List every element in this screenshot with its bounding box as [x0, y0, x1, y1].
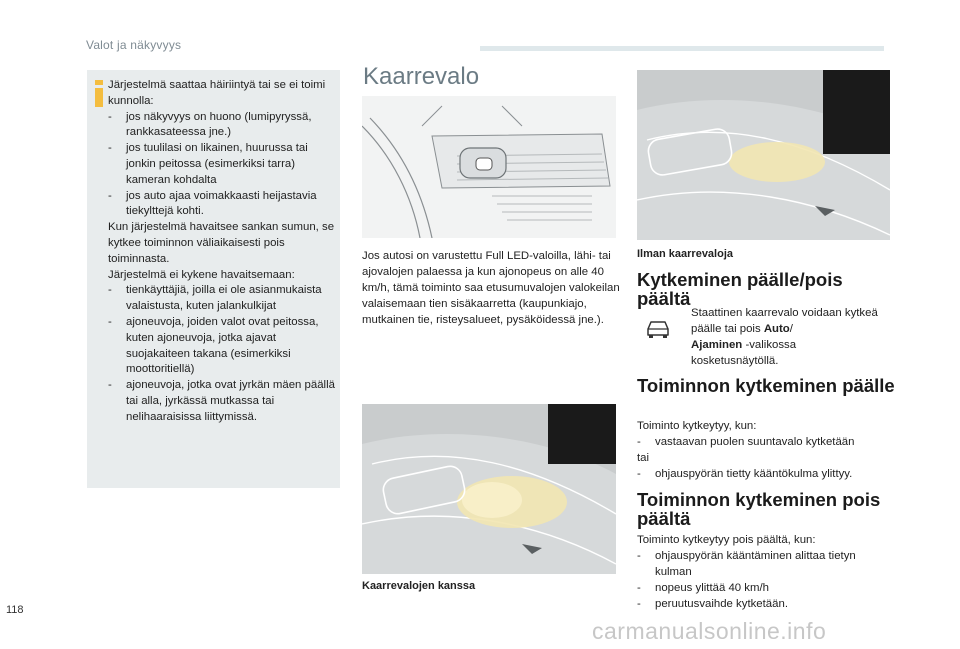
list-item: - tienkäyttäjiä, joilla ei ole asianmukaista valaistusta, kuten jalankulkijat	[108, 284, 322, 313]
headlamp-inset	[548, 404, 616, 464]
caption-without: Ilman kaarrevaloja	[637, 248, 734, 260]
header-rule	[480, 46, 884, 51]
list-item: - jos näkyvyys on huono (lumipyryssä, rankkasateessa jne.)	[108, 110, 312, 139]
with-cornering-lights-illustration	[362, 404, 616, 574]
intro-paragraph: Jos autosi on varustettu Full LED-valoilla, lähi- tai ajovalojen palaessa ja kun ajonopeus on alle 40 km/h, tämä toiminto saa etusumuvalojen valokeilan valaisemaan tien sisäkaarretta (kaupunkiajo, mutkainen tie, risteysalueet, pysäköidessä jne.).	[362, 250, 620, 326]
activation-block: Toiminto kytkeytyy, kun: - vastaavan puolen suuntavalo kytketään tai - ohjauspyörän tietty kääntökulma ylittyy.	[637, 418, 887, 482]
list-item: - vastaavan puolen suuntavalo kytketään	[637, 436, 855, 448]
heading-activation: Toiminnon kytkeminen päälle	[637, 375, 895, 396]
heading-deactivation: Toiminnon kytkeminen pois päältä	[637, 489, 881, 529]
note-intro: Järjestelmä saattaa häiriintyä tai se ei toimi kunnolla:	[108, 79, 326, 107]
page-title: Kaarrevalo	[363, 63, 480, 90]
list-item: - peruutusvaihde kytketään.	[637, 598, 788, 610]
info-icon	[93, 80, 105, 107]
watermark: carmanualsonline.info	[592, 618, 827, 644]
page-number: 118	[6, 604, 24, 616]
note-intro2: Järjestelmä ei kykene havaitsemaan:	[108, 268, 295, 281]
list-item: - ohjauspyörän tietty kääntökulma ylittyy.	[637, 468, 853, 480]
heading-switch-on-off: Kytkeminen päälle/pois päältä	[637, 269, 843, 309]
info-note-text	[108, 78, 338, 426]
headlamp-inset	[823, 70, 890, 154]
list-item: - jos auto ajaa voimakkaasti heijastavia tiekylttejä kohti.	[108, 189, 317, 218]
list-item: - ohjauspyörän kääntäminen alittaa tietyn kulman	[637, 550, 856, 578]
running-header: Valot ja näkyvyys	[86, 38, 182, 52]
info-note-box	[87, 70, 340, 488]
list-item: - nopeus ylittää 40 km/h	[637, 582, 769, 594]
list-item: - ajoneuvoja, joiden valot ovat peitossa, kuten ajoneuvoja, jotka ajavat suojakaiteen takana (esimerkiksi moottoritiellä)	[108, 315, 319, 376]
list-item: - ajoneuvoja, jotka ovat jyrkän mäen päällä tai alla, jyrkässä mutkassa tai nelihaaraisissa liittymissä.	[108, 379, 335, 423]
switch-paragraph: Staattinen kaarrevalo voidaan kytkeä päälle tai pois Auto/ Ajaminen -valikossa kosketusnäytöllä.	[691, 307, 878, 367]
car-menu-icon	[645, 314, 671, 340]
note-mid: Kun järjestelmä havaitsee sankan sumun, se kytkee toiminnon väliaikaisesti pois toiminnasta.	[108, 221, 335, 265]
deactivation-block: Toiminto kytkeytyy pois päältä, kun: - ohjauspyörän kääntäminen alittaa tietyn kulman - nopeus ylittää 40 km/h - peruutusvaihde kytketään.	[637, 532, 887, 612]
list-item: - jos tuulilasi on likainen, huurussa tai jonkin peitossa (esimerkiksi tarra) kameran kohdalta	[108, 142, 308, 186]
caption-with: Kaarrevalojen kanssa	[362, 580, 476, 592]
cornering-lamp-illustration	[362, 96, 616, 238]
without-cornering-lights-illustration	[637, 70, 890, 240]
